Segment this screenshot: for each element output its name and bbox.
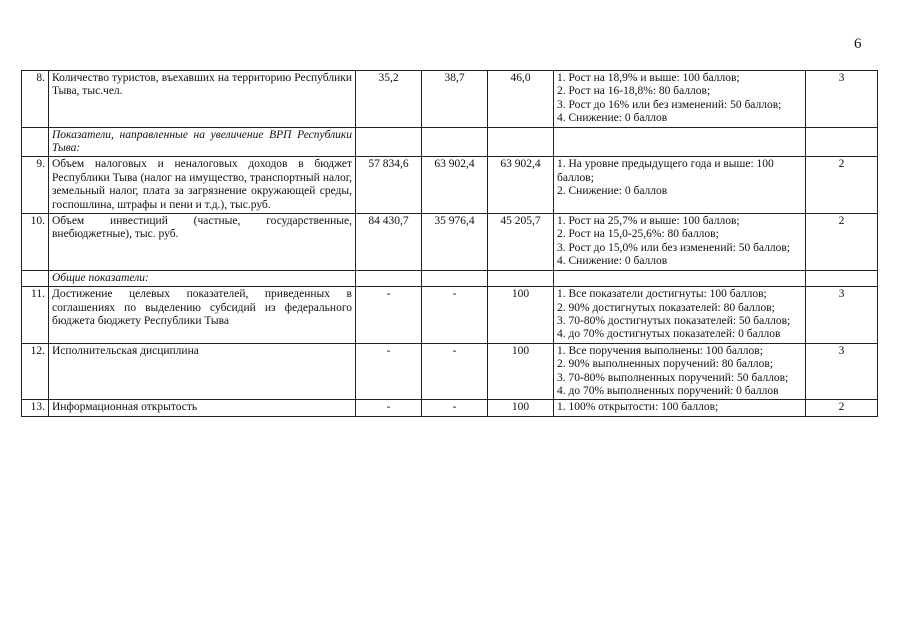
indicator-name: Количество туристов, въехавших на территорию Республики Тыва, тыс.чел.: [49, 71, 356, 128]
criteria-cell: [554, 287, 806, 344]
criteria-line: 1. 100% открытости: 100 баллов;: [557, 401, 719, 414]
criteria-line: 2. 90% выполненных поручений: 80 баллов;: [557, 358, 773, 371]
value-col-3: 46,0: [488, 71, 554, 128]
empty-cell: [22, 127, 49, 157]
empty-cell: [806, 270, 878, 286]
empty-cell: [422, 270, 488, 286]
criteria-line: 2. Снижение: 0 баллов: [557, 185, 668, 198]
value-col-1: -: [356, 343, 422, 400]
section-row: [22, 270, 878, 286]
criteria-line: 3. Рост до 16% или без изменений: 50 баллов;: [557, 98, 782, 111]
page-number: 6: [854, 36, 862, 52]
weight-value: 3: [806, 343, 878, 400]
criteria-line: 2. Рост на 15,0-25,6%: 80 баллов;: [557, 228, 719, 241]
value-col-3: 63 902,4: [488, 157, 554, 214]
value-col-3: 45 205,7: [488, 214, 554, 271]
criteria-line: 1. Рост на 25,7% и выше: 100 баллов;: [557, 215, 740, 228]
empty-cell: [488, 270, 554, 286]
empty-cell: [22, 270, 49, 286]
criteria-line: 4. Снижение: 0 баллов: [557, 112, 668, 125]
value-col-1: 84 430,7: [356, 214, 422, 271]
section-row: [22, 127, 878, 157]
weight-value: 2: [806, 214, 878, 271]
table-row: [22, 157, 878, 214]
value-col-2: -: [422, 343, 488, 400]
value-col-1: 35,2: [356, 71, 422, 128]
criteria-line: 2. 90% достигнутых показателей: 80 баллов;: [557, 301, 775, 314]
criteria-line: 2. Рост на 16-18,8%: 80 баллов;: [557, 85, 711, 98]
weight-value: 3: [806, 71, 878, 128]
table-row: [22, 400, 878, 416]
criteria-line: 4. до 70% выполненных поручений: 0 баллов: [557, 384, 779, 397]
value-col-3: 100: [488, 287, 554, 344]
criteria-line: 1. На уровне предыдущего года и выше: 100 баллов;: [557, 158, 774, 184]
indicator-name: Информационная открытость: [49, 400, 356, 416]
row-number: 12.: [22, 343, 49, 400]
table-row: [22, 71, 878, 128]
value-col-3: 100: [488, 343, 554, 400]
criteria-cell: [554, 157, 806, 214]
indicator-name: Объем инвестиций (частные, государственные, внебюджетные), тыс. руб.: [49, 214, 356, 271]
value-col-1: 57 834,6: [356, 157, 422, 214]
value-col-2: 63 902,4: [422, 157, 488, 214]
criteria-cell: [554, 214, 806, 271]
indicator-name: Достижение целевых показателей, приведенных в соглашениях по выделению субсидий из федерального бюджета бюджету Республики Тыва: [49, 287, 356, 344]
value-col-2: 35 976,4: [422, 214, 488, 271]
criteria-line: 4. Снижение: 0 баллов: [557, 255, 668, 268]
empty-cell: [356, 270, 422, 286]
row-number: 11.: [22, 287, 49, 344]
table-row: [22, 287, 878, 344]
criteria-cell: [554, 71, 806, 128]
criteria-line: 1. Рост на 18,9% и выше: 100 баллов;: [557, 72, 740, 84]
criteria-cell: [554, 400, 806, 416]
empty-cell: [488, 127, 554, 157]
value-col-2: 38,7: [422, 71, 488, 128]
criteria-cell: [554, 343, 806, 400]
criteria-line: 1. Все поручения выполнены: 100 баллов;: [557, 344, 763, 357]
section-title: Общие показатели:: [49, 270, 356, 286]
criteria-line: 1. Все показатели достигнуты: 100 баллов;: [557, 288, 767, 301]
criteria-line: 3. 70-80% достигнутых показателей: 50 баллов;: [557, 314, 791, 327]
empty-cell: [422, 127, 488, 157]
value-col-2: -: [422, 287, 488, 344]
criteria-line: 4. до 70% достигнутых показателей: 0 баллов: [557, 328, 781, 341]
table-row: [22, 343, 878, 400]
empty-cell: [806, 127, 878, 157]
value-col-3: 100: [488, 400, 554, 416]
weight-value: 2: [806, 400, 878, 416]
row-number: 8.: [22, 71, 49, 128]
indicator-name: Исполнительская дисциплина: [49, 343, 356, 400]
empty-cell: [554, 270, 806, 286]
value-col-2: -: [422, 400, 488, 416]
table-row: [22, 214, 878, 271]
criteria-line: 3. 70-80% выполненных поручений: 50 баллов;: [557, 371, 789, 384]
indicators-table: [21, 70, 878, 417]
criteria-line: 3. Рост до 15,0% или без изменений: 50 баллов;: [557, 241, 790, 254]
weight-value: 2: [806, 157, 878, 214]
empty-cell: [554, 127, 806, 157]
section-title: Показатели, направленные на увеличение ВРП Республики Тыва:: [49, 127, 356, 157]
indicator-name: Объем налоговых и неналоговых доходов в бюджет Республики Тыва (налог на имущество, транспортный налог, земельный налог, плата за загрязнение окружающей среды, госпошлина, штрафы и пени и т.д.), тыс.руб.: [49, 157, 356, 214]
value-col-1: -: [356, 287, 422, 344]
row-number: 13.: [22, 400, 49, 416]
row-number: 9.: [22, 157, 49, 214]
empty-cell: [356, 127, 422, 157]
value-col-1: -: [356, 400, 422, 416]
weight-value: 3: [806, 287, 878, 344]
row-number: 10.: [22, 214, 49, 271]
